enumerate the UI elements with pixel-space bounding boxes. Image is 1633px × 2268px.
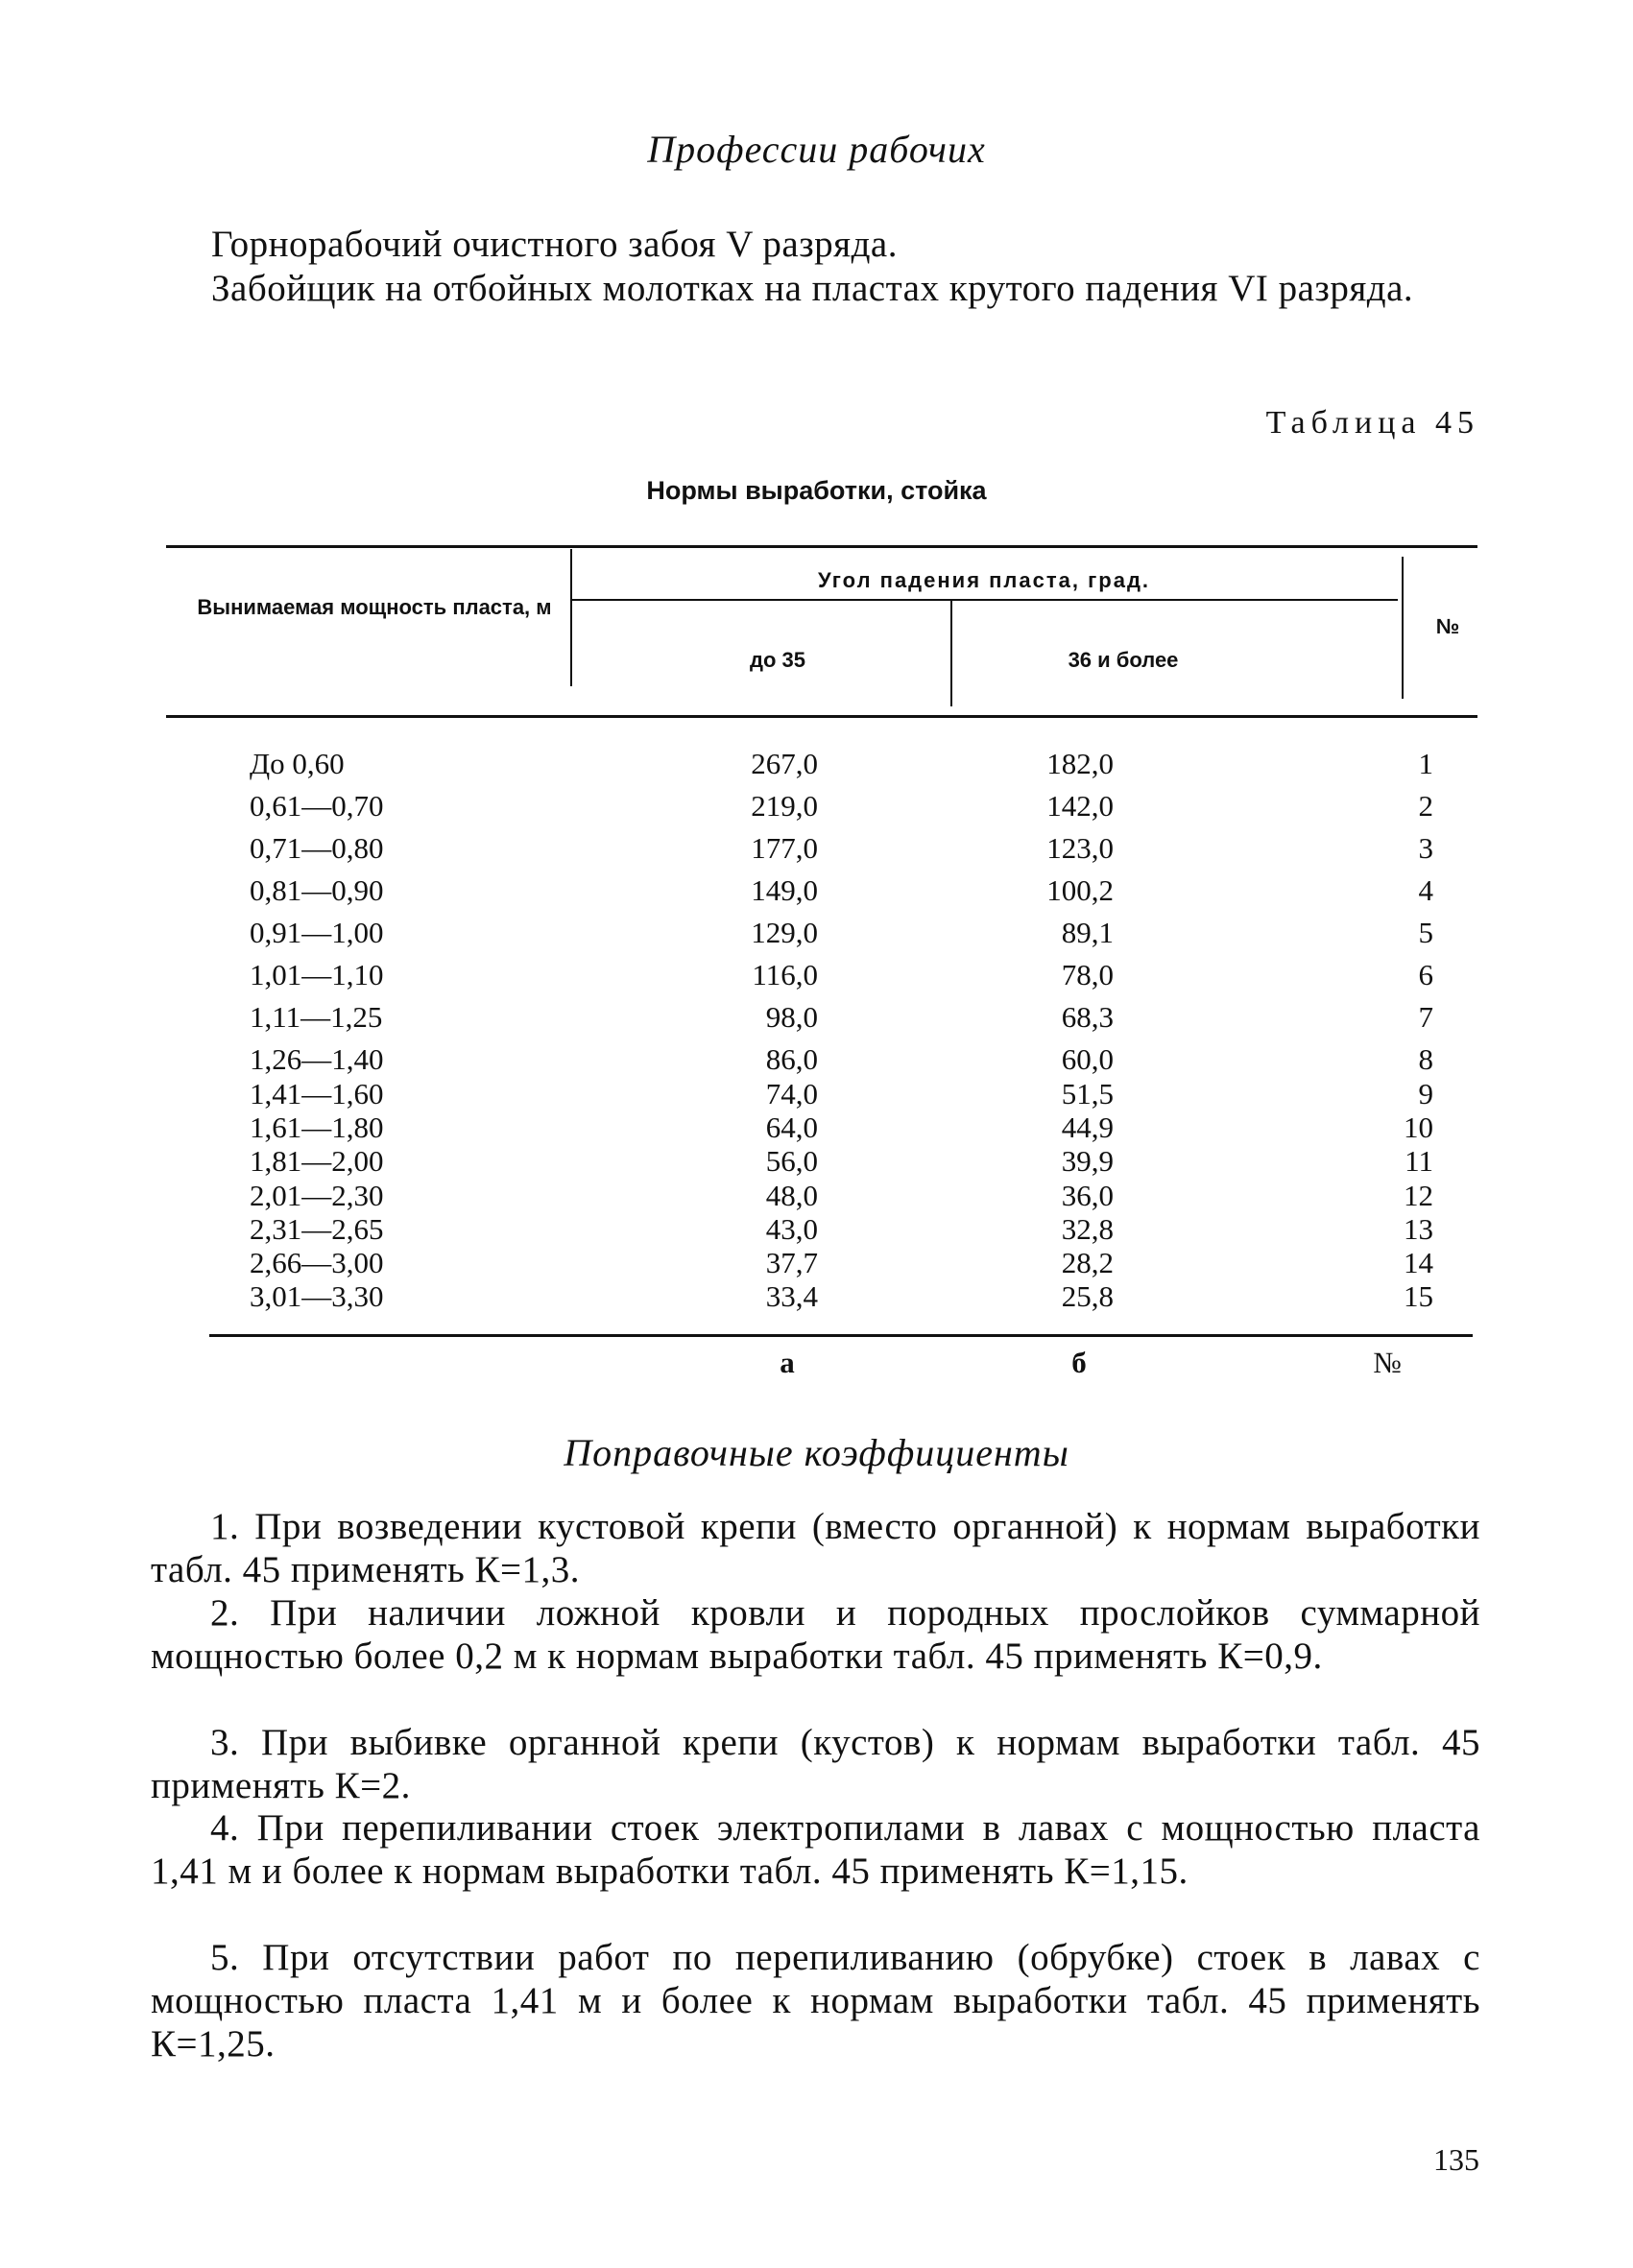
row-value-a: 37,7: [765, 1246, 818, 1279]
header-divider-2: [950, 601, 952, 706]
row-value-b: 68,3: [1061, 1000, 1114, 1034]
row-value-a: 33,4: [765, 1279, 818, 1313]
row-value-b: 89,1: [1061, 916, 1114, 949]
row-value-a: 177,0: [751, 831, 818, 865]
row-number: 10: [1404, 1110, 1433, 1144]
row-value-b: 78,0: [1061, 958, 1114, 991]
row-thickness: 0,91—1,00: [250, 916, 384, 949]
row-value-b: 32,8: [1061, 1212, 1114, 1246]
row-thickness: 1,41—1,60: [250, 1077, 384, 1110]
row-number: 4: [1418, 873, 1433, 907]
header-thickness: Вынимаемая мощность пласта, м: [197, 595, 552, 619]
row-thickness: 3,01—3,30: [250, 1279, 384, 1313]
correction-item-1: 1. При возведении кустовой крепи (вместо органной) к нормам выработки табл. 45 применять К=1,3.: [151, 1506, 1480, 1590]
table-bottom-rule: [209, 1334, 1473, 1337]
table-title: Нормы выработки, стойка: [646, 476, 987, 505]
page-number: 135: [1433, 2142, 1479, 2177]
row-value-a: 116,0: [752, 958, 818, 991]
profession-1: Горнорабочий очистного забоя V разряда.: [211, 224, 898, 265]
row-thickness: 1,11—1,25: [250, 1000, 383, 1034]
correction-item-5: 5. При отсутствии работ по перепиливанию (обрубке) стоек в лавах с мощностью пласта 1,41 м и более к нормам выработки табл. 45 применять К=1,25.: [151, 1937, 1480, 2065]
row-number: 1: [1418, 747, 1433, 780]
row-number: 9: [1418, 1077, 1433, 1110]
row-value-b: 36,0: [1061, 1179, 1114, 1212]
table-label: Таблица 45: [1265, 405, 1479, 441]
row-thickness: 1,01—1,10: [250, 958, 384, 991]
row-value-b: 25,8: [1061, 1279, 1114, 1313]
row-thickness: До 0,60: [250, 747, 345, 780]
section-heading: Профессии рабочих: [647, 128, 986, 171]
row-number: 7: [1418, 1000, 1433, 1034]
table-top-rule: [166, 545, 1477, 548]
row-thickness: 2,01—2,30: [250, 1179, 384, 1212]
row-value-b: 182,0: [1046, 747, 1114, 780]
row-number: 12: [1404, 1179, 1433, 1212]
row-number: 5: [1418, 916, 1433, 949]
row-thickness: 2,31—2,65: [250, 1212, 384, 1246]
row-number: 6: [1418, 958, 1433, 991]
row-value-a: 48,0: [765, 1179, 818, 1212]
row-value-a: 56,0: [765, 1144, 818, 1178]
row-number: 13: [1404, 1212, 1433, 1246]
profession-2: Забойщик на отбойных молотках на пластах крутого падения VI разряда.: [211, 268, 1414, 309]
row-thickness: 1,26—1,40: [250, 1042, 384, 1076]
row-value-a: 129,0: [751, 916, 818, 949]
corrections-heading: Поправочные коэффициенты: [564, 1431, 1069, 1474]
header-col-no: №: [1435, 614, 1460, 638]
header-col-b: 36 и более: [1068, 648, 1179, 672]
row-thickness: 0,81—0,90: [250, 873, 384, 907]
row-thickness: 1,81—2,00: [250, 1144, 384, 1178]
group-rule: [570, 599, 1398, 601]
row-value-a: 43,0: [765, 1212, 818, 1246]
row-thickness: 1,61—1,80: [250, 1110, 384, 1144]
row-value-a: 86,0: [765, 1042, 818, 1076]
row-number: 3: [1418, 831, 1433, 865]
row-value-a: 74,0: [765, 1077, 818, 1110]
row-value-a: 64,0: [765, 1110, 818, 1144]
row-value-a: 219,0: [751, 789, 818, 823]
row-number: 14: [1404, 1246, 1433, 1279]
row-value-a: 98,0: [765, 1000, 818, 1034]
row-number: 2: [1418, 789, 1433, 823]
header-divider-1: [570, 549, 572, 686]
row-number: 11: [1405, 1144, 1433, 1178]
row-value-b: 28,2: [1061, 1246, 1114, 1279]
row-value-a: 149,0: [751, 873, 818, 907]
header-col-a: до 35: [750, 648, 805, 672]
row-value-b: 123,0: [1046, 831, 1114, 865]
row-value-b: 51,5: [1061, 1077, 1114, 1110]
correction-item-4: 4. При перепиливании стоек электропилами в лавах с мощностью пласта 1,41 м и более к нормам выработки табл. 45 применять К=1,15.: [151, 1807, 1480, 1892]
correction-item-3: 3. При выбивке органной крепи (кустов) к нормам выработки табл. 45 применять К=2.: [151, 1722, 1480, 1806]
footer-col-a: а: [780, 1346, 795, 1379]
row-value-a: 267,0: [751, 747, 818, 780]
footer-col-b: б: [1071, 1346, 1087, 1379]
row-thickness: 0,71—0,80: [250, 831, 384, 865]
header-divider-3: [1402, 557, 1404, 699]
row-value-b: 142,0: [1046, 789, 1114, 823]
row-number: 8: [1418, 1042, 1433, 1076]
table-header-rule: [166, 715, 1477, 718]
row-number: 15: [1404, 1279, 1433, 1313]
row-value-b: 100,2: [1046, 873, 1114, 907]
row-value-b: 44,9: [1061, 1110, 1114, 1144]
correction-item-2: 2. При наличии ложной кровли и породных прослойков суммарной мощностью более 0,2 м к нормам выработки табл. 45 применять К=0,9.: [151, 1592, 1480, 1677]
row-thickness: 2,66—3,00: [250, 1246, 384, 1279]
row-value-b: 39,9: [1061, 1144, 1114, 1178]
header-angle-group: Угол падения пласта, град.: [817, 568, 1151, 592]
row-value-b: 60,0: [1061, 1042, 1114, 1076]
row-thickness: 0,61—0,70: [250, 789, 384, 823]
footer-col-no: №: [1373, 1346, 1402, 1379]
